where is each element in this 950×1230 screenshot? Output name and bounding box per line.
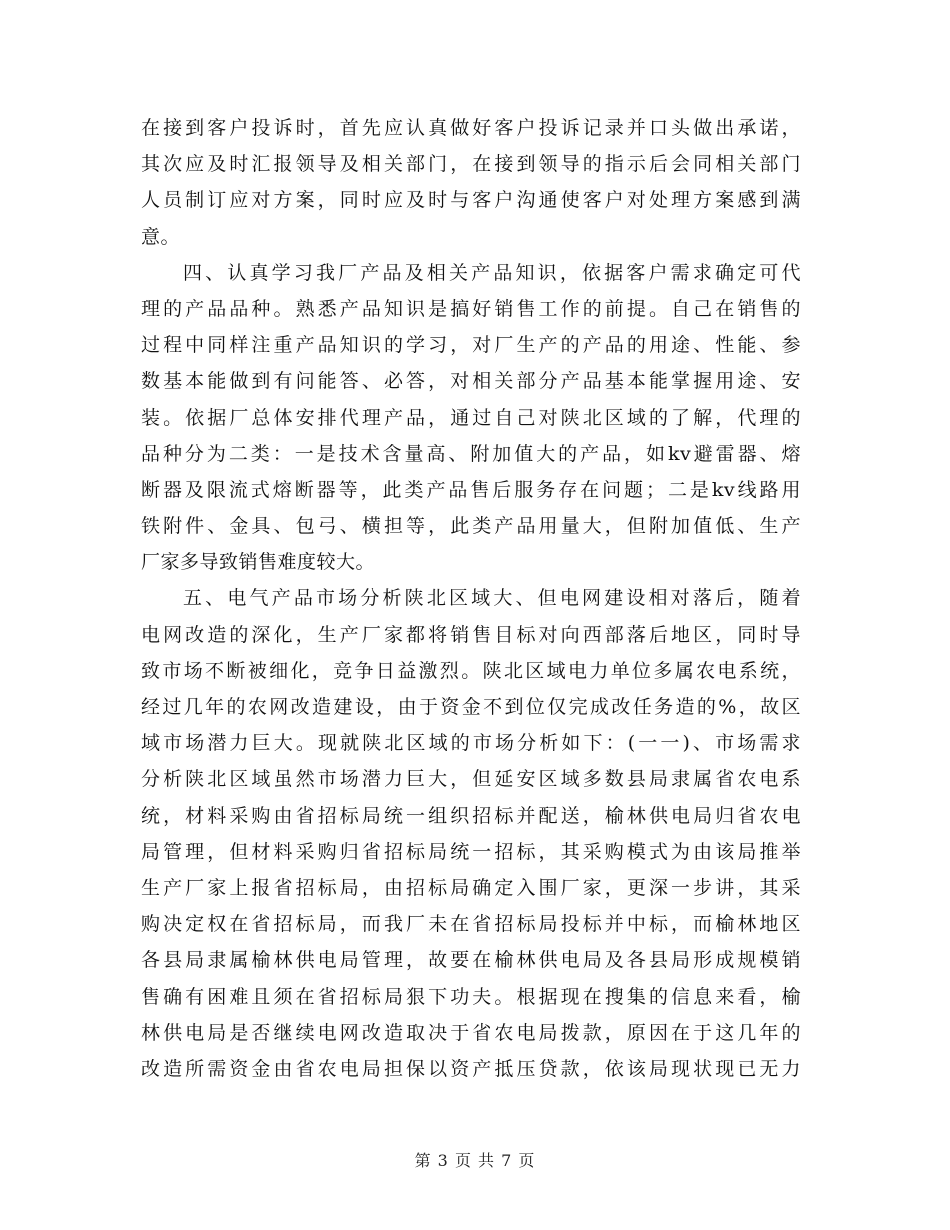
text-line: 经过几年的农网改造建设，由于资金不到位仅完成改任务造的%，故区 — [141, 696, 801, 718]
paragraph-market-analysis — [141, 580, 801, 1087]
text-line: 林供电局是否继续电网改造取决于省农电局拨款，原因在于这几年的 — [141, 1021, 801, 1044]
text-line: 数基本能做到有问能答、必答，对相关部分产品基本能掌握用途、安 — [141, 370, 801, 393]
text-line: 域市场潜力巨大。现就陕北区域的市场分析如下：(一一)、市场需求 — [141, 732, 801, 755]
text-line: 人员制订应对方案，同时应及时与客户沟通使客户对处理方案感到满 — [141, 189, 801, 212]
text-line: 过程中同样注重产品知识的学习，对厂生产的产品的用途、性能、参 — [141, 334, 801, 357]
text-line: 五、电气产品市场分析陕北区域大、但电网建设相对落后，随着 — [183, 587, 801, 610]
text-line: 在接到客户投诉时，首先应认真做好客户投诉记录并口头做出承诺， — [141, 117, 801, 139]
page-number-footer: 第 3 页 共 7 页 — [414, 1151, 536, 1170]
text-line: 理的产品品种。熟悉产品知识是搞好销售工作的前提。自己在销售的 — [141, 297, 801, 320]
text-line: 断器及限流式熔断器等，此类产品售后服务存在问题；二是kv线路用 — [141, 478, 801, 501]
text-line: 致市场不断被细化，竞争日益激烈。陕北区域电力单位多属农电系统， — [141, 659, 801, 682]
text-line: 分析陕北区域虽然市场潜力巨大，但延安区域多数县局隶属省农电系 — [141, 768, 801, 791]
text-line: 购决定权在省招标局，而我厂未在省招标局投标并中标，而榆林地区 — [141, 913, 801, 936]
text-line: 品种分为二类：一是技术含量高、附加值大的产品，如kv避雷器、熔 — [141, 442, 801, 465]
text-line: 生产厂家上报省招标局，由招标局确定入围厂家，更深一步讲，其采 — [141, 876, 801, 899]
text-line: 统，材料采购由省招标局统一组织招标并配送，榆林供电局归省农电 — [141, 804, 801, 827]
text-line: 电网改造的深化，生产厂家都将销售目标对向西部落后地区，同时导 — [141, 623, 801, 646]
text-line: 四、认真学习我厂产品及相关产品知识，依据客户需求确定可代 — [183, 261, 801, 284]
paragraph-product-knowledge — [141, 255, 801, 581]
text-line: 改造所需资金由省农电局担保以资产抵压贷款，依该局现状现已无力 — [141, 1057, 801, 1080]
text-line: 意。 — [141, 225, 181, 248]
text-line: 各县局隶属榆林供电局管理，故要在榆林供电局及各县局形成规模销 — [141, 949, 801, 972]
text-line: 厂家多导致销售难度较大。 — [141, 551, 376, 574]
document-body — [141, 110, 801, 1087]
text-line: 装。依据厂总体安排代理产品，通过自己对陕北区域的了解，代理的 — [141, 406, 801, 429]
paragraph-complaint-handling — [141, 110, 801, 255]
text-line: 局管理，但材料采购归省招标局统一招标，其采购模式为由该局推举 — [141, 840, 801, 863]
text-line: 铁附件、金具、包弓、横担等，此类产品用量大，但附加值低、生产 — [141, 515, 801, 538]
text-line: 其次应及时汇报领导及相关部门，在接到领导的指示后会同相关部门 — [141, 153, 801, 176]
text-line: 售确有困难且须在省招标局狠下功夫。根据现在搜集的信息来看，榆 — [141, 985, 801, 1008]
